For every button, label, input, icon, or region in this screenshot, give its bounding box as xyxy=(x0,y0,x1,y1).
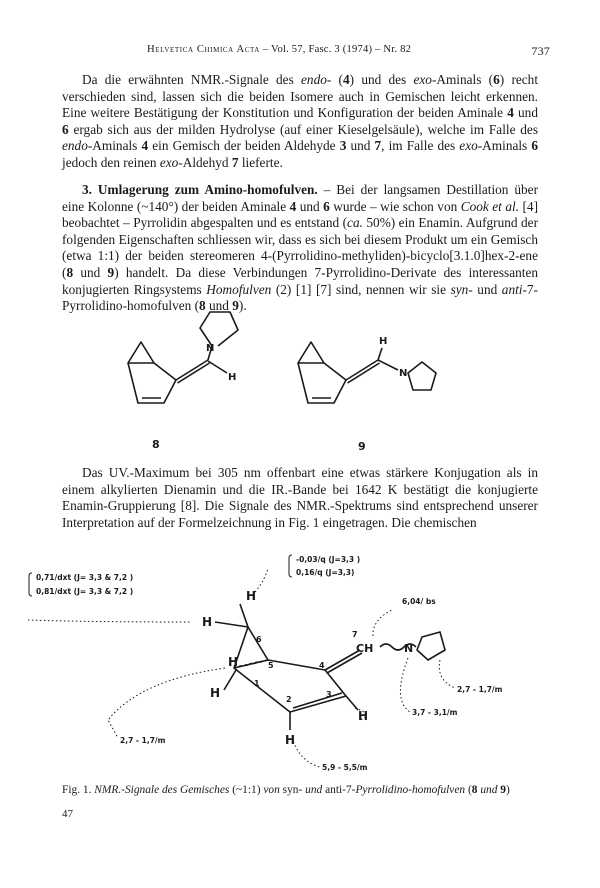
structure-8-drawing xyxy=(128,312,238,403)
signal-h2-h3: 5,9 - 5,5/m xyxy=(322,763,368,772)
locant-4: 4 xyxy=(319,661,325,670)
atom-h-2: H xyxy=(285,733,296,747)
locant-7: 7 xyxy=(352,630,358,639)
assignment-dotted-lines xyxy=(28,568,455,767)
journal-name: Helvetica Chimica Acta xyxy=(147,44,260,55)
atom-ch-7: CH xyxy=(356,642,374,655)
structure-9-drawing xyxy=(298,342,436,403)
figure-caption: Fig. 1. NMR.-Signale des Gemisches (~1:1) von syn- und anti-7-Pyrrolidino-homofulven (8 und 9) xyxy=(62,784,510,796)
locant-1: 1 xyxy=(254,679,260,688)
atom-h-5: H xyxy=(228,655,239,669)
locant-2: 2 xyxy=(286,695,292,704)
running-header xyxy=(62,44,550,60)
section-heading: 3. Umlagerung zum Amino-homofulven. xyxy=(82,182,318,197)
locant-6: 6 xyxy=(256,635,262,644)
signal-h6-a: 0,71/dxt (J= 3,3 & 7,2 ) xyxy=(36,573,134,582)
signal-h6b-b: 0,16/q (J=3,3) xyxy=(296,568,355,577)
signal-h6b-a: -0,03/q (J=3,3 ) xyxy=(296,555,361,564)
structures-8-and-9 xyxy=(100,300,500,460)
locant-5: 5 xyxy=(268,661,274,670)
atom-h-9: H xyxy=(379,336,388,347)
section-3-paragraph: 3. Umlagerung zum Amino-homofulven. – Bei der langsamen Destillation über eine Kolonne (~140°) der beiden Aminale 4 und 6 wurde – wie schon von Cook et al. [4] beobachtet – Pyrrolidin abgespalten und es entstand (ca. 50%) ein Enamin. Aufgrund der folgenden Eigenschaften schliessen wir, dass es sich bei diesem Produkt um ein Gemisch (etwa 1:1) der beiden stereomeren 4-(Pyrrolidino-methyliden)-bicyclo[3.1.0]hex-2-ene (8 und 9) handelt. Da diese Verbindungen 7-Pyrrolidino-Derivate des interessanten konjugierten Ringsystems Homofulven (2) [1] [7] sind, nennen wir sie syn- und anti-7-Pyrrolidino-homofulven (8 und 9). xyxy=(62,182,538,314)
atom-n-8: N xyxy=(206,343,215,354)
compound-label-8: 8 xyxy=(152,438,160,451)
signal-h1-h5: 2,7 - 1,7/m xyxy=(120,736,166,745)
locant-3: 3 xyxy=(326,690,332,699)
paragraph-uv-ir: Das UV.-Maximum bei 305 nm offenbart eine etwas stärkere Konjugation als in einem alkylierten Dienamin und die IR.-Bande bei 1642 K bestätigt die konjugierte Enamin-Gruppierung [8]. Die Signale des NMR.-Spektrums sind entsprechend unserer Interpretation auf der Formelzeichnung in Fig. 1 eingetragen. Die chemischen xyxy=(62,465,538,530)
atom-h-1: H xyxy=(210,686,221,700)
atom-h-6-left: H xyxy=(202,615,213,629)
signal-h6-b: 0,81/dxt (J= 3,3 & 7,2 ) xyxy=(36,587,134,596)
atom-h-6-top: H xyxy=(246,589,257,603)
compound-label-9: 9 xyxy=(358,440,366,453)
paragraph-nmr-isomers: Da die erwähnten NMR.-Signale des endo- (4) und des exo-Aminals (6) recht verschieden sind, lassen sich die beiden Isomere auch in Gemischen leicht erkennen. Eine weitere Bestätigung der Konstitution und Konfiguration der beiden Aminale 4 und 6 ergab sich aus der milden Hydrolyse (auf einer Kieselgelsäule), welche im Falle des endo-Aminals 4 ein Gemisch der beiden Aldehyde 3 und 7, im Falle des exo-Aminals 6 jedoch den reinen exo-Aldehyd 7 lieferte. xyxy=(62,72,539,170)
volume-info: – Vol. 57, Fasc. 3 (1974) – Nr. 82 xyxy=(259,44,412,55)
signal-pyrrolidine-b: 3,7 - 3,1/m xyxy=(412,708,458,717)
atom-n-pyrrolidine: N xyxy=(404,642,414,655)
atom-h-3: H xyxy=(358,709,369,723)
signal-pyrrolidine-a: 2,7 - 1,7/m xyxy=(457,685,503,694)
figure-1-nmr-structure xyxy=(0,540,600,780)
sheet-number: 47 xyxy=(62,808,73,820)
atom-n-9: N xyxy=(399,368,408,379)
atom-h-8: H xyxy=(228,372,237,383)
figure-skeleton xyxy=(215,604,445,730)
signal-h7: 6,04/ bs xyxy=(402,597,436,606)
page-number: 737 xyxy=(531,44,550,58)
